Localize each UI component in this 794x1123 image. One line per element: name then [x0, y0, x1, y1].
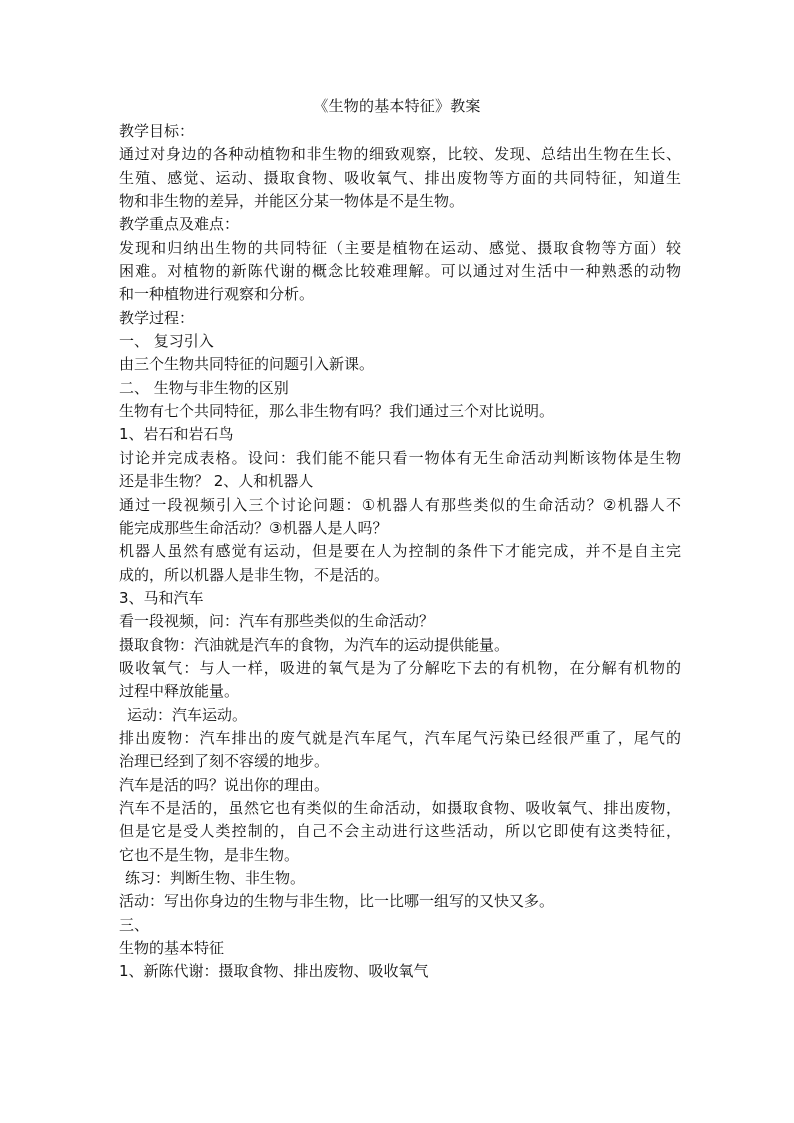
paragraph-line: 但是它是受人类控制的，自己不会主动进行这些活动，所以它即使有这类特征， — [119, 822, 681, 841]
paragraph-line: 困难。对植物的新陈代谢的概念比较难理解。可以通过对生活中一种熟悉的动物 — [119, 262, 681, 281]
paragraph-line: 它也不是生物，是非生物。 — [119, 845, 300, 864]
paragraph-line: 过程中释放能量。 — [119, 682, 240, 701]
paragraph-line: 能完成那些生命活动？③机器人是人吗？ — [119, 518, 388, 537]
document-body — [119, 120, 681, 984]
subsection-heading: 3、马和汽车 — [119, 588, 204, 607]
paragraph-line: 运动：汽车运动。 — [127, 705, 248, 724]
paragraph-line: 由三个生物共同特征的问题引入新课。 — [119, 355, 375, 374]
paragraph-line: 通过一段视频引入三个讨论问题：①机器人有那些类似的生命活动？②机器人不 — [119, 495, 681, 514]
paragraph-line: 和一种植物进行观察和分析。 — [119, 285, 315, 304]
document-title: 《生物的基本特征》教案 — [313, 97, 481, 115]
paragraph-line: 治理已经到了刻不容缓的地步。 — [119, 752, 330, 771]
section-heading: 三、 — [119, 915, 150, 934]
subsection-heading: 1、岩石和岩石鸟 — [119, 425, 234, 444]
heading-process: 教学过程： — [119, 308, 195, 327]
section-heading: 二、 生物与非生物的区别 — [119, 378, 289, 397]
paragraph-line: 吸收氧气：与人一样，吸进的氧气是为了分解吃下去的有机物，在分解有机物的 — [119, 658, 681, 677]
paragraph-line: 成的，所以机器人是非生物，不是活的。 — [119, 565, 390, 584]
paragraph-line: 汽车是活的吗？说出你的理由。 — [119, 775, 330, 794]
heading-objectives: 教学目标： — [119, 122, 195, 140]
subsection-heading: 1、新陈代谢：摄取食物、排出废物、吸收氧气 — [119, 962, 429, 981]
paragraph-line: 排出废物：汽车排出的废气就是汽车尾气，汽车尾气污染已经很严重了，尾气的 — [119, 728, 681, 747]
paragraph-line: 还是非生物？ 2、人和机器人 — [119, 472, 314, 491]
paragraph-line: 发现和归纳出生物的共同特征（主要是植物在运动、感觉、摄取食物等方面）较 — [119, 238, 681, 257]
paragraph-line: 活动：写出你身边的生物与非生物，比一比哪一组写的又快又多。 — [119, 892, 555, 911]
paragraph-line: 练习：判断生物、非生物。 — [125, 869, 306, 887]
paragraph-line: 摄取食物：汽油就是汽车的食物，为汽车的运动提供能量。 — [119, 635, 510, 654]
paragraph-line: 通过对身边的各种动植物和非生物的细致观察，比较、发现、总结出生物在生长、 — [119, 145, 681, 164]
paragraph-line: 物和非生物的差异，并能区分某一物体是不是生物。 — [119, 192, 465, 211]
heading-key-points: 教学重点及难点： — [119, 215, 240, 234]
paragraph-line: 看一段视频，问：汽车有那些类似的生命活动？ — [119, 612, 435, 631]
section-heading: 一、 复习引入 — [119, 332, 214, 351]
paragraph-line: 讨论并完成表格。设问：我们能不能只看一物体有无生命活动判断该物体是生物 — [119, 448, 681, 467]
paragraph-line: 生殖、感觉、运动、摄取食物、吸收氧气、排出废物等方面的共同特征，知道生 — [119, 168, 681, 187]
paragraph-line: 汽车不是活的，虽然它也有类似的生命活动，如摄取食物、吸收氧气、排出废物， — [119, 798, 681, 817]
section-heading-text: 生物的基本特征 — [119, 939, 225, 958]
paragraph-line: 生物有七个共同特征，那么非生物有吗？我们通过三个对比说明。 — [119, 402, 555, 421]
paragraph-line: 机器人虽然有感觉有运动，但是要在人为控制的条件下才能完成，并不是自主完 — [119, 542, 681, 561]
